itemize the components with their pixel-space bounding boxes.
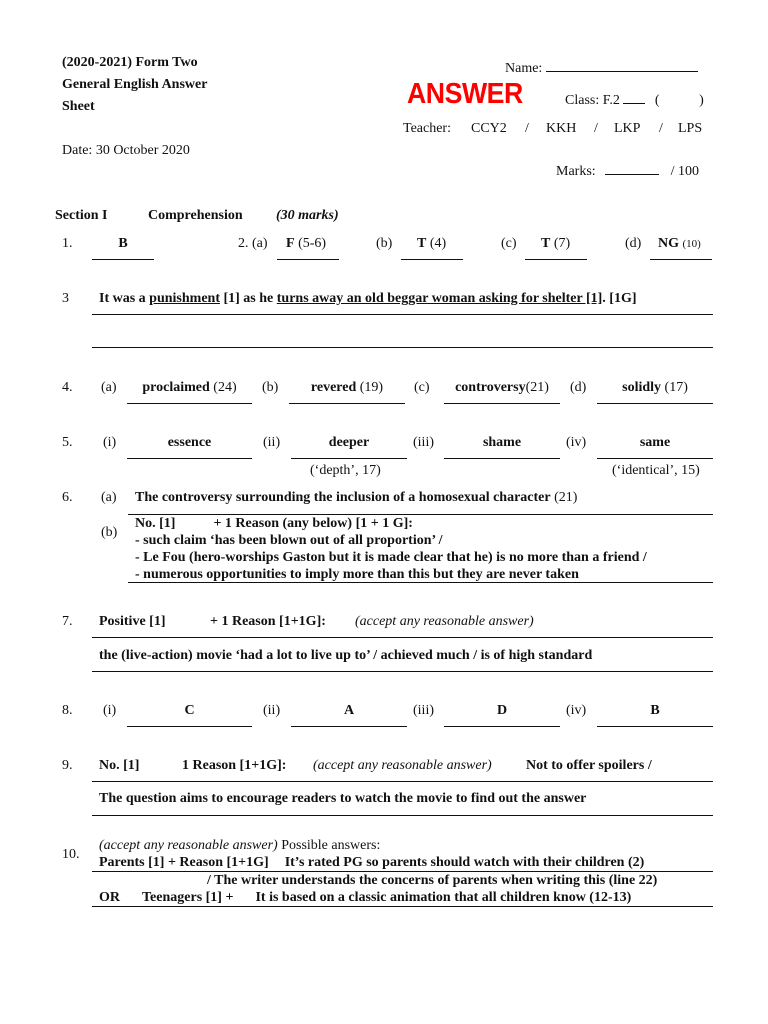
q4b-label: (b) <box>262 380 279 395</box>
q9-line-1 <box>92 781 713 782</box>
q5i-label: (i) <box>103 435 117 450</box>
q9-part-2: 1 Reason [1+1G]: <box>182 758 287 773</box>
teacher-sep-1: / <box>525 121 529 136</box>
q7-number: 7. <box>62 614 73 629</box>
q5ii-answer: deeper <box>328 435 370 450</box>
teacher-1: CCY2 <box>471 121 507 136</box>
teacher-sep-3: / <box>659 121 663 136</box>
q4c-answer: controversy(21) <box>455 380 549 395</box>
q9-part-3: Not to offer spoilers / <box>526 758 652 773</box>
q8i-label: (i) <box>103 703 117 718</box>
q4c-label: (c) <box>414 380 430 395</box>
marks-total: / 100 <box>670 164 700 179</box>
teacher-sep-2: / <box>594 121 598 136</box>
name-field <box>505 61 698 77</box>
q9-number: 9. <box>62 758 73 773</box>
q6b-line-3: - Le Fou (hero-worships Gaston but it is made clear that he) is no more than a friend / <box>135 550 647 565</box>
section-label: Section I <box>55 208 108 223</box>
class-paren-open: ( <box>654 93 660 108</box>
q8iv-line <box>597 726 713 727</box>
q8ii-label: (ii) <box>263 703 281 718</box>
q9-line-2 <box>92 815 713 816</box>
q2d-line <box>650 259 712 260</box>
q6b-line-1: No. [1] + 1 Reason (any below) [1 + 1 G]: <box>135 516 413 531</box>
q6b-label: (b) <box>101 525 118 540</box>
q2b-label: (b) <box>376 236 393 251</box>
q5iv-line <box>597 458 713 459</box>
q3-line-1 <box>92 314 713 315</box>
q3-number: 3 <box>62 291 69 306</box>
q3-answer: It was a punishment [1] as he turns away an old beggar woman asking for shelter [1]. [1G] <box>99 291 637 306</box>
class-paren-close: ) <box>699 93 704 108</box>
q7-part-2: + 1 Reason [1+1G]: <box>210 614 326 629</box>
q1-line <box>92 259 154 260</box>
q10-line-4: OR Teenagers [1] + It is based on a classic animation that all children know (12-13) <box>99 890 632 905</box>
q9-note: (accept any reasonable answer) <box>313 758 492 773</box>
q6b-line-2: - such claim ‘has been blown out of all proportion’ / <box>135 533 443 548</box>
q4a-line <box>127 403 252 404</box>
q4b-line <box>289 403 405 404</box>
name-blank <box>546 71 698 72</box>
q5iii-label: (iii) <box>413 435 434 450</box>
q5iii-line <box>444 458 560 459</box>
q4-number: 4. <box>62 380 73 395</box>
teacher-3: LKP <box>614 121 641 136</box>
q4d-answer: solidly (17) <box>622 380 688 395</box>
title-line-2: General English Answer <box>62 77 208 92</box>
q5iii-answer: shame <box>482 435 522 450</box>
q7-part-1: Positive [1] <box>99 614 166 629</box>
q10-line-2: Parents [1] + Reason [1+1G] It’s rated PG so parents should watch with their children (2) <box>99 855 645 870</box>
q4c-line <box>444 403 560 404</box>
q8iii-line <box>444 726 560 727</box>
q10-rule-1 <box>92 871 713 872</box>
q10-rule-2 <box>92 906 713 907</box>
q8iv-answer: B <box>650 703 660 718</box>
q2a-answer: F (5-6) <box>286 236 327 251</box>
q6b-line-4: - numerous opportunities to imply more than this but they are never taken <box>135 567 579 582</box>
section-marks: (30 marks) <box>276 208 339 223</box>
q8-number: 8. <box>62 703 73 718</box>
q2c-label: (c) <box>501 236 517 251</box>
class-blank <box>623 103 645 104</box>
title-line-1: (2020-2021) Form Two <box>62 55 198 70</box>
q5-number: 5. <box>62 435 73 450</box>
marks-field <box>556 164 699 180</box>
q3-line-2 <box>92 347 713 348</box>
q8i-answer: C <box>184 703 195 718</box>
q6-number: 6. <box>62 490 73 505</box>
q8i-line <box>127 726 252 727</box>
class-label: Class: F.2 <box>565 93 620 108</box>
section-name: Comprehension <box>148 208 243 223</box>
q2c-answer: T (7) <box>541 236 571 251</box>
q4d-label: (d) <box>570 380 587 395</box>
q4b-answer: revered (19) <box>310 380 384 395</box>
q8iii-label: (iii) <box>413 703 434 718</box>
q2d-answer: NG (10) <box>658 236 701 251</box>
q2a-label: 2. (a) <box>238 236 268 251</box>
q5ii-line <box>291 458 407 459</box>
q7-answer: the (live-action) movie ‘had a lot to live up to’ / achieved much / is of high standard <box>99 648 593 663</box>
q5ii-note: (‘depth’, 17) <box>310 463 381 478</box>
q2b-answer: T (4) <box>417 236 447 251</box>
q6a-line <box>128 514 713 515</box>
q4a-answer: proclaimed (24) <box>142 380 237 395</box>
date: Date: 30 October 2020 <box>62 143 190 158</box>
q8ii-answer: A <box>343 703 355 718</box>
q2b-line <box>401 259 463 260</box>
q10-line-3: / The writer understands the concerns of parents when writing this (line 22) <box>207 873 658 888</box>
q6b-line <box>128 582 713 583</box>
q4d-line <box>597 403 713 404</box>
q2c-line <box>525 259 587 260</box>
q9-answer: The question aims to encourage readers to watch the movie to find out the answer <box>99 791 587 806</box>
teacher-label: Teacher: <box>403 121 451 136</box>
q1-answer: B <box>118 236 128 251</box>
q7-note: (accept any reasonable answer) <box>355 614 534 629</box>
q8iv-label: (iv) <box>566 703 587 718</box>
q6a-label: (a) <box>101 490 117 505</box>
q8ii-line <box>291 726 407 727</box>
q5iv-answer: same <box>639 435 671 450</box>
q10-intro: (accept any reasonable answer) Possible answers: <box>99 838 381 853</box>
q1-number: 1. <box>62 236 73 251</box>
q9-part-1: No. [1] <box>99 758 140 773</box>
name-label: Name: <box>505 61 543 76</box>
q8iii-answer: D <box>496 703 508 718</box>
q4a-label: (a) <box>101 380 117 395</box>
title-line-3: Sheet <box>62 99 95 114</box>
class-field <box>565 93 704 109</box>
q7-line-2 <box>92 671 713 672</box>
q10-number: 10. <box>62 847 80 862</box>
q6a-answer: The controversy surrounding the inclusion of a homosexual character (21) <box>135 490 578 505</box>
q7-line-1 <box>92 637 713 638</box>
teacher-2: KKH <box>546 121 577 136</box>
marks-label: Marks: <box>556 164 596 179</box>
q5i-line <box>127 458 252 459</box>
q5iv-label: (iv) <box>566 435 587 450</box>
marks-blank <box>605 174 659 175</box>
answer-stamp: ANSWER <box>407 78 523 110</box>
q5i-answer: essence <box>167 435 212 450</box>
teacher-4: LPS <box>678 121 703 136</box>
q2d-label: (d) <box>625 236 642 251</box>
q5ii-label: (ii) <box>263 435 281 450</box>
q5iv-note: (‘identical’, 15) <box>612 463 700 478</box>
q2a-line <box>277 259 339 260</box>
